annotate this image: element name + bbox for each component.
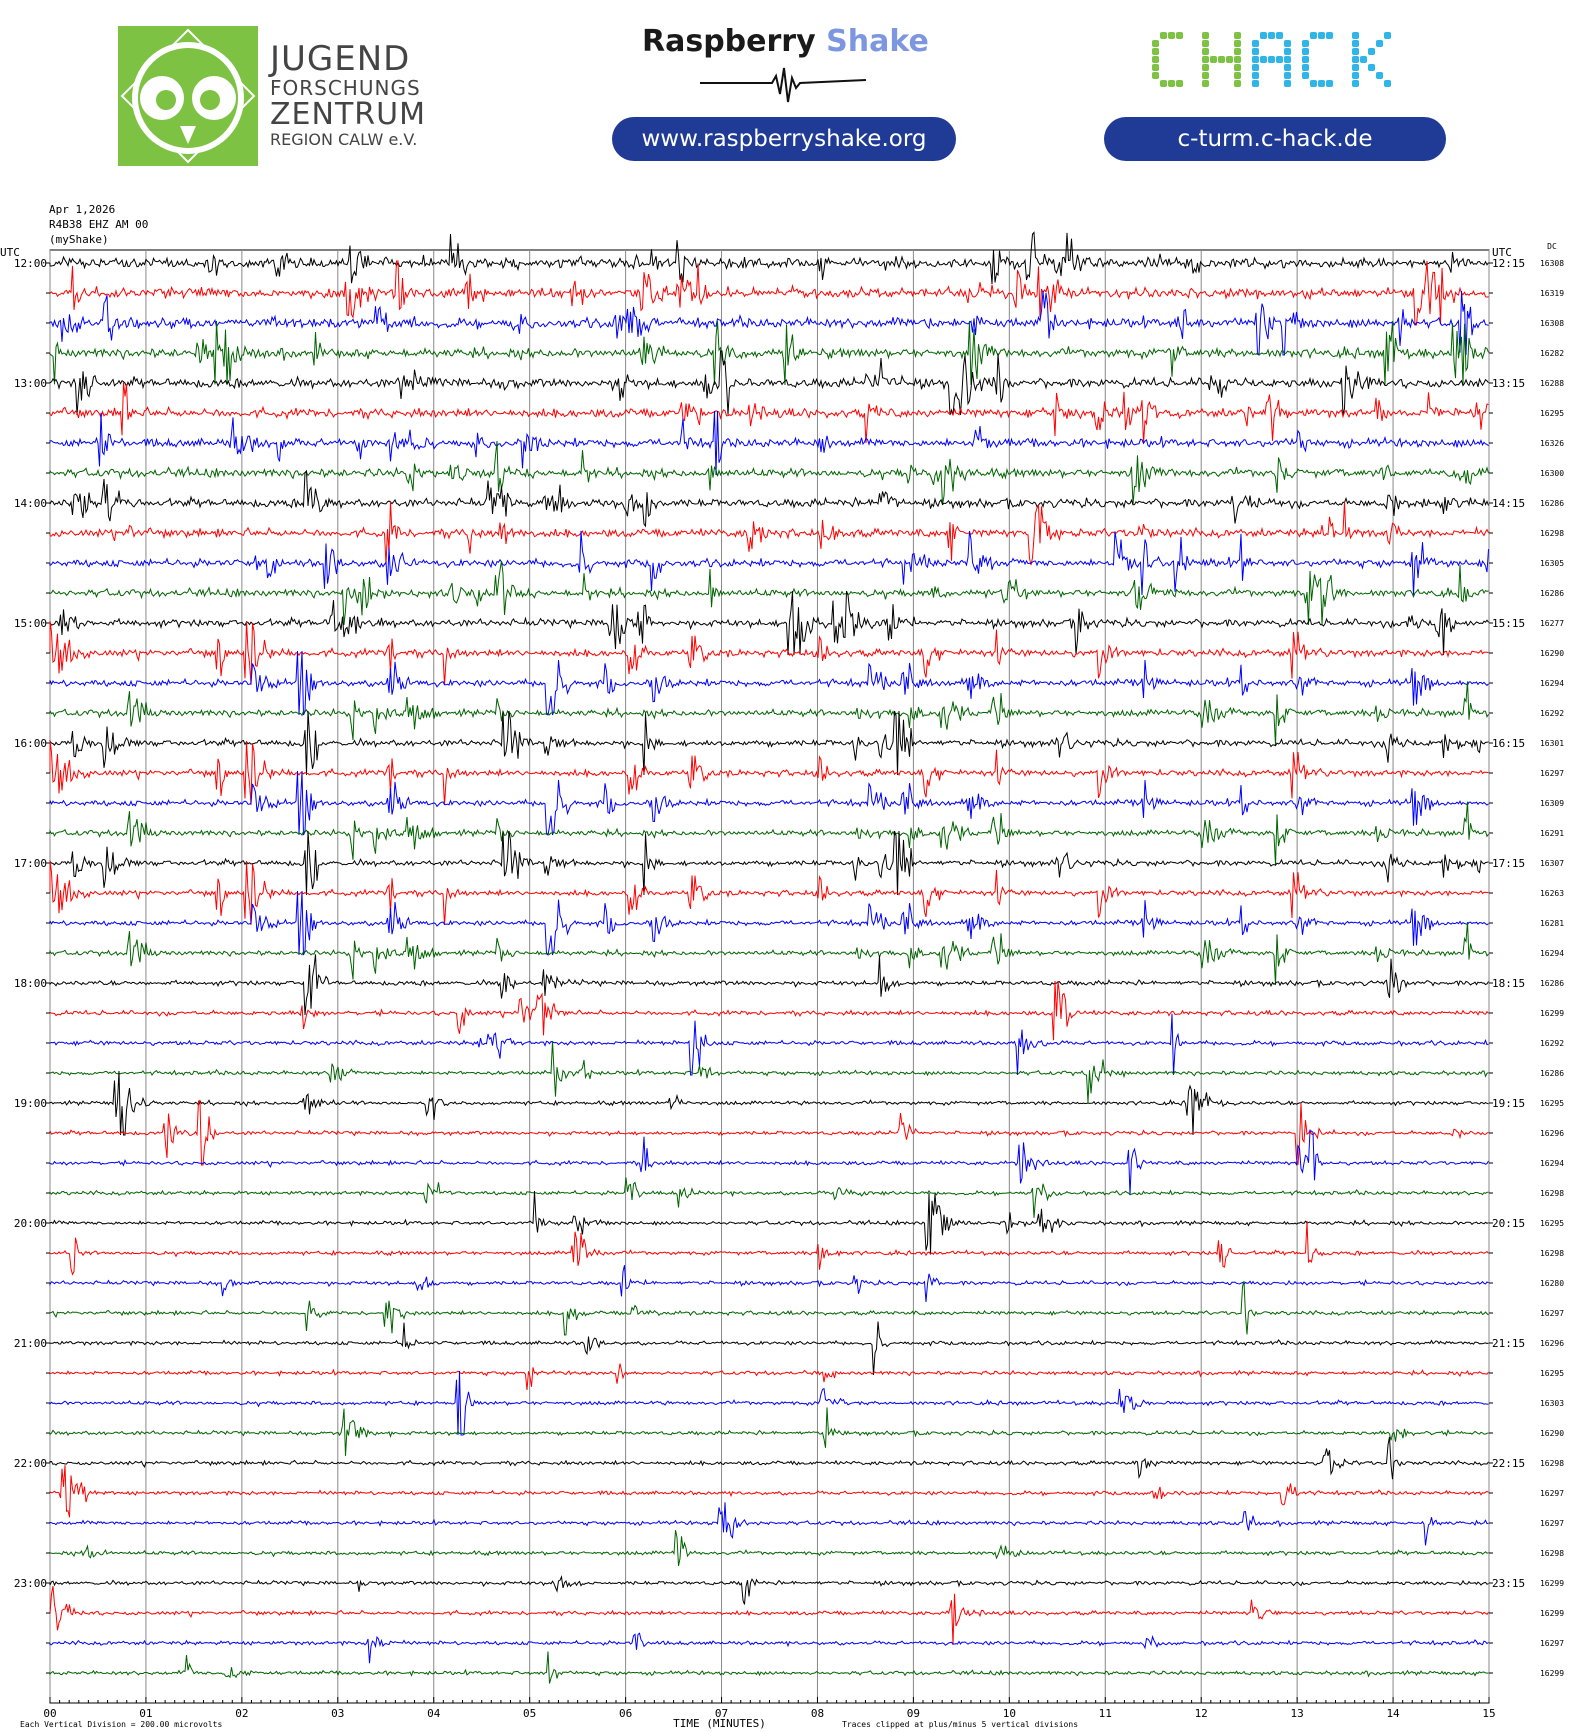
trace-row-9 — [50, 501, 1489, 565]
right-hour-label: 13:15 — [1492, 377, 1526, 390]
dc-value: 16292 — [1539, 709, 1565, 718]
chack-url-link[interactable]: c-turm.c-hack.de — [1104, 117, 1446, 161]
dc-value: 16291 — [1539, 829, 1565, 838]
x-tick-label: 06 — [618, 1707, 633, 1720]
dc-value: 16299 — [1539, 1009, 1565, 1018]
dc-value: 16298 — [1539, 529, 1565, 538]
trace-row-19 — [50, 802, 1489, 865]
trace-row-4 — [50, 351, 1489, 415]
meta-source: (myShake) — [49, 233, 109, 246]
dc-value: 16298 — [1539, 1549, 1565, 1558]
trace-row-47 — [50, 1652, 1489, 1684]
dc-value: 16295 — [1539, 409, 1565, 418]
trace-row-41 — [50, 1465, 1489, 1517]
trace-row-43 — [50, 1530, 1489, 1566]
dc-value: 16319 — [1539, 289, 1565, 298]
jfz-line1: JUGEND — [270, 39, 411, 79]
trace-row-34 — [50, 1265, 1489, 1302]
right-hour-label: 14:15 — [1492, 497, 1526, 510]
right-hour-label: 22:15 — [1492, 1457, 1526, 1470]
jfz-line2: FORSCHUNGS — [270, 76, 421, 100]
trace-row-23 — [50, 922, 1489, 985]
x-tick-label: 15 — [1482, 1707, 1496, 1720]
dc-value: 16305 — [1539, 559, 1565, 568]
trace-row-0 — [50, 233, 1489, 285]
trace-row-27 — [50, 1041, 1489, 1103]
x-tick-label: 04 — [427, 1707, 441, 1720]
dc-value: 16297 — [1539, 1519, 1565, 1528]
right-hour-label: 18:15 — [1492, 977, 1526, 990]
dc-value: 16286 — [1539, 979, 1565, 988]
dc-value: 16288 — [1539, 379, 1565, 388]
trace-row-37 — [50, 1364, 1489, 1390]
meta-date: Apr 1,2026 — [49, 203, 116, 216]
dc-value: 16307 — [1539, 859, 1565, 868]
dc-value: 16297 — [1539, 1639, 1565, 1648]
dc-value: 16326 — [1539, 439, 1565, 448]
dc-value: 16294 — [1539, 949, 1565, 958]
trace-row-21 — [50, 861, 1489, 925]
dc-value: 16298 — [1539, 1189, 1565, 1198]
dc-value: 16308 — [1539, 319, 1565, 328]
trace-row-7 — [50, 441, 1489, 505]
raspberryshake-url-link[interactable]: www.raspberryshake.org — [612, 117, 956, 161]
brand-part1: Raspberry — [642, 24, 816, 59]
footer-left: Each Vertical Division = 200.00 microvolts — [20, 1720, 223, 1729]
dc-value: 16298 — [1539, 1459, 1565, 1468]
dc-value: 16294 — [1539, 679, 1565, 688]
dc-value: 16286 — [1539, 499, 1565, 508]
x-tick-label: 13 — [1290, 1707, 1304, 1720]
x-tick-label: 05 — [523, 1707, 537, 1720]
x-tick-label: 00 — [43, 1707, 57, 1720]
trace-row-42 — [50, 1502, 1489, 1545]
trace-row-1 — [50, 261, 1489, 325]
x-tick-label: 01 — [139, 1707, 153, 1720]
x-tick-label: 07 — [714, 1707, 729, 1720]
trace-row-44 — [50, 1577, 1489, 1605]
dc-value: 16294 — [1539, 1159, 1565, 1168]
right-hour-label: 12:15 — [1492, 257, 1526, 270]
trace-row-15 — [50, 681, 1489, 745]
dc-value: 16295 — [1539, 1099, 1565, 1108]
trace-row-28 — [50, 1071, 1489, 1135]
right-hour-label: 16:15 — [1492, 737, 1526, 750]
trace-row-46 — [50, 1633, 1489, 1663]
dc-value: 16277 — [1539, 619, 1565, 628]
left-axis-label: UTC — [0, 246, 20, 259]
trace-row-31 — [50, 1178, 1489, 1218]
meta-station: R4B38 EHZ AM 00 — [49, 218, 149, 231]
dc-value: 16299 — [1539, 1609, 1565, 1618]
left-hour-label: 15:00 — [13, 617, 47, 630]
x-tick-label: 11 — [1098, 1707, 1112, 1720]
dc-label: DC — [1547, 242, 1557, 251]
dc-value: 16308 — [1539, 259, 1565, 268]
right-hour-label: 21:15 — [1492, 1337, 1526, 1350]
x-tick-label: 09 — [906, 1707, 921, 1720]
trace-row-11 — [50, 561, 1489, 625]
trace-row-38 — [50, 1371, 1489, 1435]
dc-value: 16292 — [1539, 1039, 1565, 1048]
trace-row-8 — [50, 471, 1489, 526]
trace-row-22 — [50, 891, 1489, 955]
x-tick-label: 03 — [331, 1707, 345, 1720]
trace-row-29 — [50, 1101, 1489, 1165]
dc-value: 16309 — [1539, 799, 1565, 808]
left-hour-label: 12:00 — [13, 257, 47, 270]
dc-value: 16297 — [1539, 769, 1565, 778]
dc-value: 16295 — [1539, 1369, 1565, 1378]
x-tick-label: 10 — [1002, 1707, 1016, 1720]
dc-value: 16282 — [1539, 349, 1565, 358]
right-hour-label: 23:15 — [1492, 1577, 1526, 1590]
trace-row-18 — [50, 771, 1489, 835]
dc-value: 16297 — [1539, 1489, 1565, 1498]
trace-row-40 — [50, 1437, 1489, 1479]
jfz-line3: ZENTRUM — [270, 97, 426, 132]
dc-value: 16298 — [1539, 1249, 1565, 1258]
dc-value: 16296 — [1539, 1339, 1565, 1348]
left-hour-label: 17:00 — [13, 857, 47, 870]
dc-value: 16296 — [1539, 1129, 1565, 1138]
trace-row-25 — [50, 981, 1489, 1040]
trace-row-17 — [50, 741, 1489, 805]
trace-row-24 — [50, 954, 1489, 1015]
right-hour-label: 19:15 — [1492, 1097, 1526, 1110]
trace-row-3 — [50, 321, 1489, 385]
trace-row-26 — [50, 1014, 1489, 1075]
dc-value: 16297 — [1539, 1309, 1565, 1318]
trace-row-6 — [50, 411, 1489, 475]
trace-row-36 — [50, 1322, 1489, 1376]
left-hour-label: 13:00 — [13, 377, 47, 390]
right-axis-label: UTC — [1492, 246, 1512, 259]
left-hour-label: 16:00 — [13, 737, 47, 750]
right-hour-label: 20:15 — [1492, 1217, 1526, 1230]
dc-value: 16295 — [1539, 1219, 1565, 1228]
footer-right: Traces clipped at plus/minus 5 vertical divisions — [842, 1720, 1079, 1729]
trace-row-14 — [50, 651, 1489, 715]
dc-value: 16286 — [1539, 589, 1565, 598]
dc-value: 16299 — [1539, 1579, 1565, 1588]
trace-row-35 — [50, 1281, 1489, 1335]
left-hour-label: 22:00 — [13, 1457, 47, 1470]
trace-row-5 — [50, 382, 1489, 444]
dc-value: 16303 — [1539, 1399, 1565, 1408]
x-tick-label: 14 — [1386, 1707, 1400, 1720]
left-hour-label: 19:00 — [13, 1097, 47, 1110]
dc-value: 16301 — [1539, 739, 1565, 748]
dc-value: 16299 — [1539, 1669, 1565, 1678]
dc-value: 16263 — [1539, 889, 1565, 898]
x-axis-label: TIME (MINUTES) — [673, 1717, 766, 1730]
plot-frame — [50, 250, 1489, 1703]
left-hour-label: 23:00 — [13, 1577, 47, 1590]
left-hour-label: 18:00 — [13, 977, 47, 990]
left-hour-label: 20:00 — [13, 1217, 47, 1230]
dc-value: 16286 — [1539, 1069, 1565, 1078]
x-tick-label: 08 — [810, 1707, 825, 1720]
left-hour-label: 21:00 — [13, 1337, 47, 1350]
dc-value: 16290 — [1539, 1429, 1565, 1438]
trace-row-2 — [50, 291, 1489, 355]
right-hour-label: 15:15 — [1492, 617, 1526, 630]
dc-value: 16281 — [1539, 919, 1565, 928]
x-tick-label: 02 — [235, 1707, 249, 1720]
x-tick-label: 12 — [1194, 1707, 1208, 1720]
dc-value: 16300 — [1539, 469, 1565, 478]
trace-row-33 — [50, 1221, 1489, 1274]
dc-value: 16290 — [1539, 649, 1565, 658]
trace-row-32 — [50, 1191, 1489, 1254]
trace-row-45 — [50, 1586, 1489, 1645]
trace-row-30 — [50, 1131, 1489, 1195]
trace-row-10 — [50, 531, 1489, 595]
left-hour-label: 14:00 — [13, 497, 47, 510]
right-hour-label: 17:15 — [1492, 857, 1526, 870]
dc-value: 16280 — [1539, 1279, 1565, 1288]
trace-row-39 — [50, 1407, 1489, 1456]
brand-part2: Shake — [826, 24, 929, 59]
jfz-line4: REGION CALW e.V. — [270, 130, 418, 149]
